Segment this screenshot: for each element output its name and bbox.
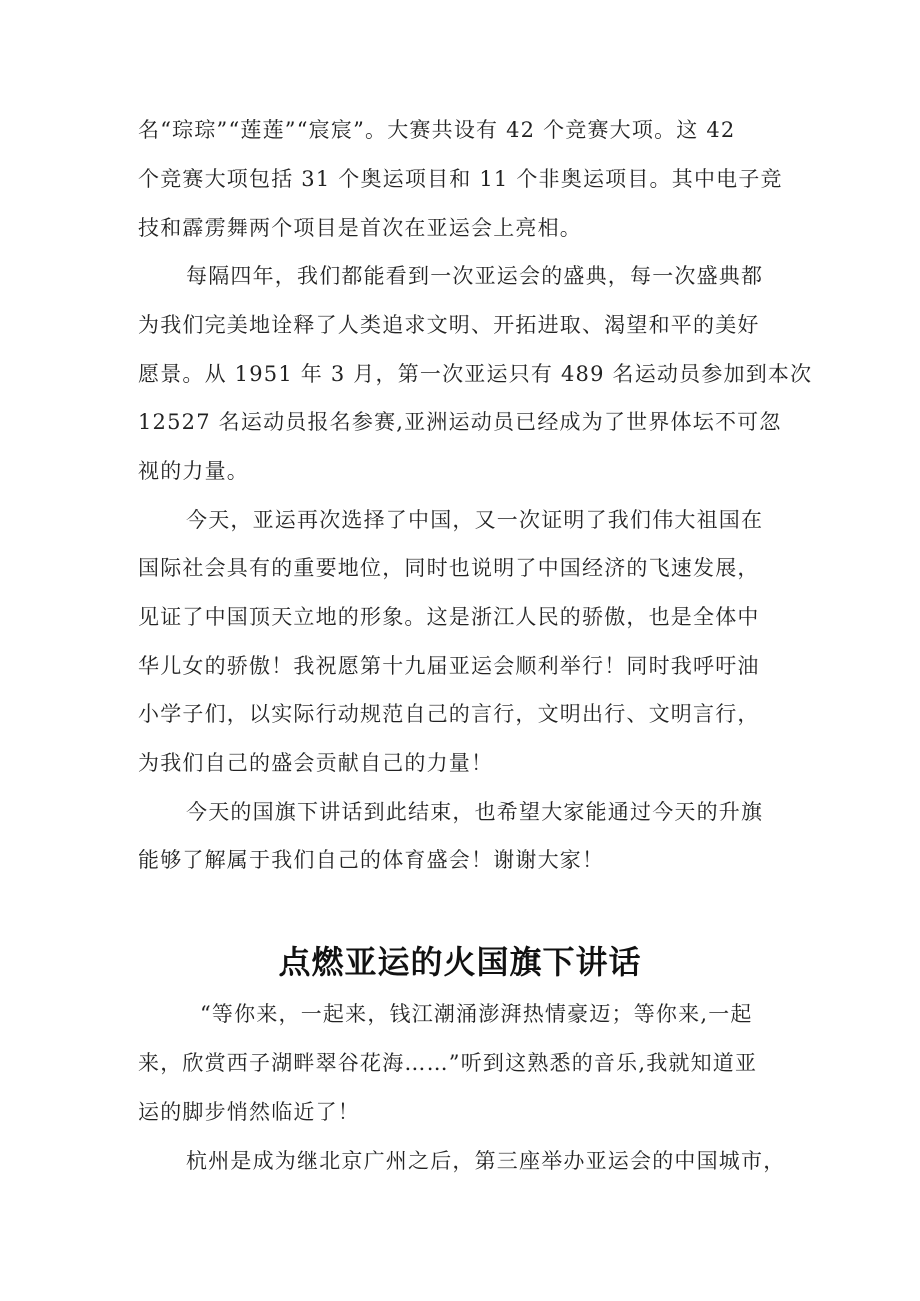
text-line: 技和霹雳舞两个项目是首次在亚运会上亮相。: [138, 216, 582, 240]
paragraph-first-line: “等你来，一起来，钱江潮涌澎湃热情豪迈；等你来,一起: [200, 1002, 753, 1026]
text-line: 视的力量。: [138, 459, 249, 483]
text-line: 12527 名运动员报名参赛,亚洲运动员已经成为了世界体坛不可忽: [138, 410, 782, 434]
paragraph-first-line: 今天的国旗下讲话到此结束，也希望大家能通过今天的升旗: [186, 800, 764, 824]
text-line: 小学子们，以实际行动规范自己的言行，文明出行、文明言行，: [138, 702, 760, 726]
text-line: 国际社会具有的重要地位，同时也说明了中国经济的飞速发展，: [138, 556, 760, 580]
text-line: 为我们自己的盛会贡献自己的力量！: [138, 751, 494, 775]
article-title: 点燃亚运的火国旗下讲话: [278, 943, 642, 981]
text-line: 华儿女的骄傲！我祝愿第十九届亚运会顺利举行！同时我呼吁油: [138, 654, 760, 678]
paragraph-first-line: 每隔四年，我们都能看到一次亚运会的盛典，每一次盛典都: [186, 264, 764, 288]
text-line: 愿景。从 1951 年 3 月，第一次亚运只有 489 名运动员参加到本次: [138, 362, 813, 386]
text-line: 运的脚步悄然临近了！: [138, 1100, 360, 1124]
paragraph-first-line: 今天，亚运再次选择了中国，又一次证明了我们伟大祖国在: [186, 508, 764, 532]
text-line: 见证了中国顶天立地的形象。这是浙江人民的骄傲，也是全体中: [138, 605, 760, 629]
text-line: 个竞赛大项包括 31 个奥运项目和 11 个非奥运项目。其中电子竞: [138, 167, 783, 191]
text-line: 名“琮琮”“莲莲”“宸宸”。大赛共设有 42 个竞赛大项。这 42: [138, 118, 736, 142]
paragraph-first-line: 杭州是成为继北京广州之后，第三座举办亚运会的中国城市，: [186, 1149, 786, 1173]
text-line: 能够了解属于我们自己的体育盛会！谢谢大家！: [138, 848, 605, 872]
text-line: 为我们完美地诠释了人类追求文明、开拓进取、渴望和平的美好: [138, 313, 760, 337]
text-line: 来，欣赏西子湖畔翠谷花海……”听到这熟悉的音乐,我就知道亚: [138, 1051, 758, 1075]
